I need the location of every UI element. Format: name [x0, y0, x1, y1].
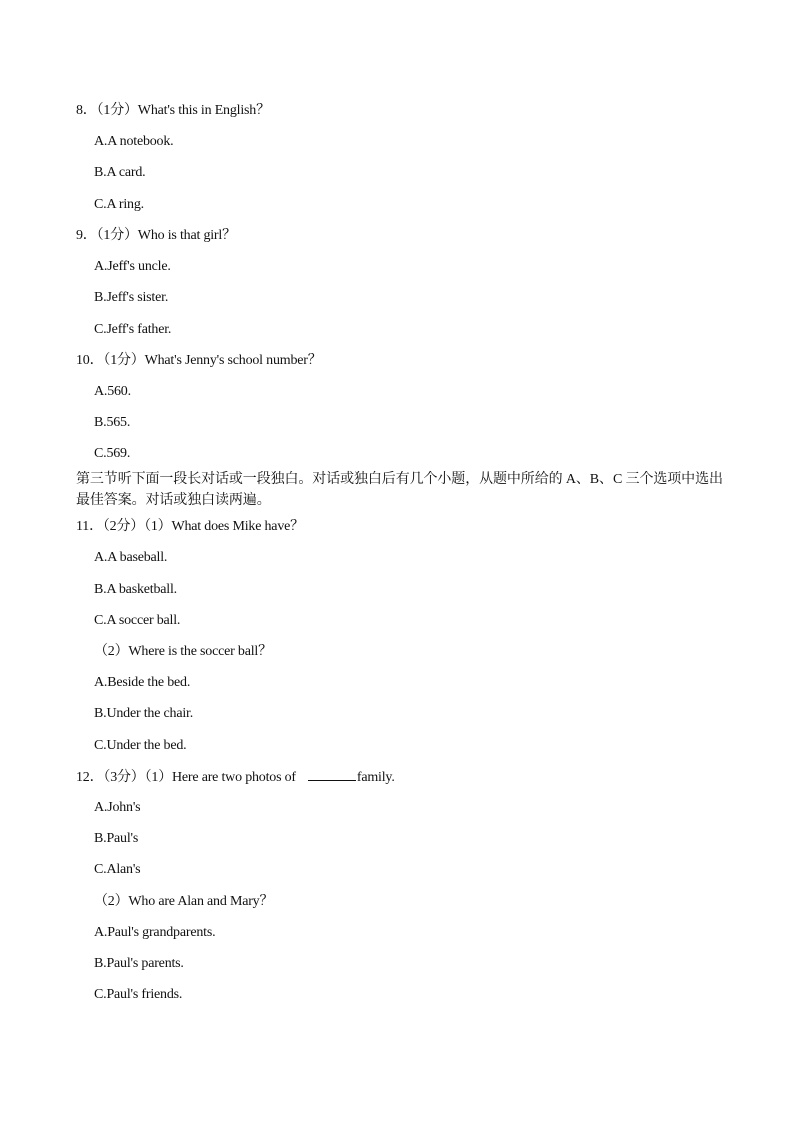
- question-11-1-option-b[interactable]: B.A basketball.: [94, 582, 177, 597]
- question-10-option-b[interactable]: B.565.: [94, 415, 131, 430]
- question-11-1-option-c[interactable]: C.A soccer ball.: [94, 613, 181, 628]
- section-3-instructions: 第三节听下面一段长对话或一段独白。对话或独白后有几个小题，从题中所给的 A、B、C 三个选项中选出最佳答案。对话或独白读两遍。: [76, 472, 723, 508]
- question-10-stem: 10．（1分）What's Jenny's school number？: [76, 353, 322, 368]
- question-12-2-option-c[interactable]: C.Paul's friends.: [94, 987, 183, 1002]
- answer-blank[interactable]: [308, 768, 356, 781]
- question-11-2-option-a[interactable]: A.Beside the bed.: [94, 675, 191, 690]
- question-9-option-c[interactable]: C.Jeff's father.: [94, 322, 172, 337]
- question-8-option-b[interactable]: B.A card.: [94, 165, 146, 180]
- question-12-1-option-a[interactable]: A.John's: [94, 800, 141, 815]
- question-8-stem: 8．（1分）What's this in English？: [76, 103, 270, 118]
- question-12-2-option-a[interactable]: A.Paul's grandparents.: [94, 925, 216, 940]
- question-10-option-a[interactable]: A.560.: [94, 384, 131, 399]
- question-12-1-option-c[interactable]: C.Alan's: [94, 862, 141, 877]
- question-10-option-c[interactable]: C.569.: [94, 446, 131, 461]
- question-12-stem-tail: family.: [356, 770, 395, 785]
- question-12-1-option-b[interactable]: B.Paul's: [94, 831, 139, 846]
- question-11-2-option-c[interactable]: C.Under the bed.: [94, 738, 187, 753]
- question-11-stem: 11．（2分）（1）What does Mike have？: [76, 519, 304, 534]
- question-12-stem-text: 12．（3分）（1）Here are two photos of: [76, 770, 296, 785]
- question-9-option-a[interactable]: A.Jeff's uncle.: [94, 259, 171, 274]
- question-9-stem: 9．（1分）Who is that girl？: [76, 228, 236, 243]
- question-12-stem: [76, 768, 395, 787]
- question-11-2-stem: （2）Where is the soccer ball？: [94, 644, 272, 659]
- question-12-2-option-b[interactable]: B.Paul's parents.: [94, 956, 184, 971]
- question-8-option-a[interactable]: A.A notebook.: [94, 134, 174, 149]
- question-11-1-option-a[interactable]: A.A baseball.: [94, 550, 168, 565]
- question-11-2-option-b[interactable]: B.Under the chair.: [94, 706, 194, 721]
- question-8-option-c[interactable]: C.A ring.: [94, 197, 144, 212]
- question-12-2-stem: （2）Who are Alan and Mary？: [94, 894, 274, 909]
- question-9-option-b[interactable]: B.Jeff's sister.: [94, 290, 169, 305]
